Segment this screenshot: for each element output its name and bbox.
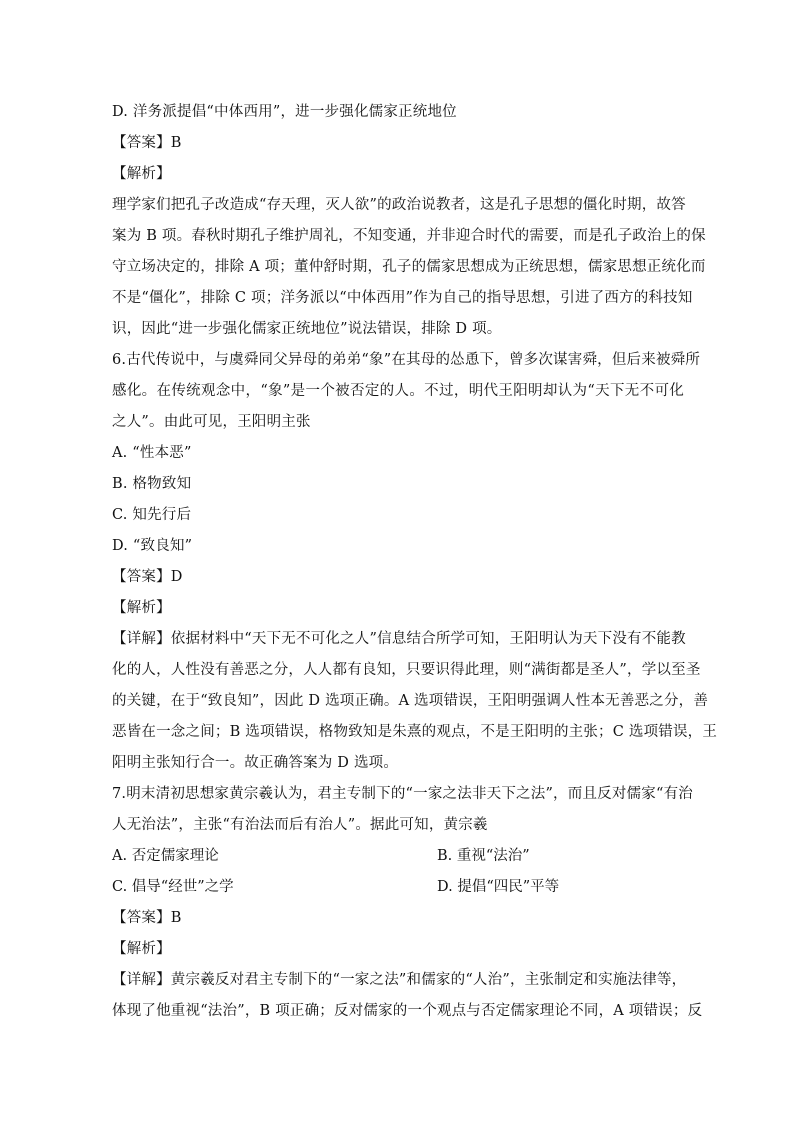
q6-analysis-line: 【详解】依据材料中“天下无不可化之人”信息结合所学可知，王阳明认为天下没有不能教 bbox=[112, 631, 686, 647]
q7-answer: 【答案】B bbox=[112, 910, 182, 926]
q7-option-a: A. 否定儒家理论 bbox=[112, 848, 219, 864]
q7-option-c: C. 倡导“经世”之学 bbox=[112, 879, 234, 895]
q7-stem-line: 人无治法”，主张“有治法而后有治人”。据此可知，黄宗羲 bbox=[112, 817, 488, 833]
q6-analysis-heading: 【解析】 bbox=[112, 600, 171, 616]
q6-stem-line: 感化。在传统观念中，“象”是一个被否定的人。不过，明代王阳明却认为“天下无不可化 bbox=[112, 383, 684, 399]
q5-analysis-line: 案为 B 项。春秋时期孔子维护周礼，不知变通，并非迎合时代的需要，而是孔子政治上的保 bbox=[112, 228, 706, 244]
q5-analysis-line: 识，因此“进一步强化儒家正统地位”说法错误，排除 D 项。 bbox=[112, 321, 502, 337]
q5-analysis-line: 理学家们把孔子改造成“存天理，灭人欲”的政治说教者，这是孔子思想的僵化时期，故答 bbox=[112, 197, 686, 213]
q6-option-c: C. 知先行后 bbox=[112, 507, 192, 523]
q6-analysis-line: 恶皆在一念之间；B 选项错误，格物致知是朱熹的观点，不是王阳明的主张；C 选项错误，王 bbox=[112, 724, 718, 740]
q5-analysis-line: 守立场决定的，排除 A 项；董仲舒时期，孔子的儒家思想成为正统思想，儒家思想正统化而 bbox=[112, 259, 706, 275]
q6-analysis-line: 的关键，在于“致良知”，因此 D 选项正确。A 选项错误，王阳明强调人性本无善恶之分，善 bbox=[112, 693, 709, 709]
q5-option-d: D. 洋务派提倡“中体西用”，进一步强化儒家正统地位 bbox=[112, 104, 457, 120]
q6-option-d: D. “致良知” bbox=[112, 538, 193, 554]
q6-answer: 【答案】D bbox=[112, 569, 183, 585]
q5-analysis-line: 不是“僵化”，排除 C 项；洋务派以“中体西用”作为自己的指导思想，引进了西方的科技知 bbox=[112, 290, 693, 306]
q6-stem-line: 之人”。由此可见，王阳明主张 bbox=[112, 414, 311, 430]
q6-option-a: A. “性本恶” bbox=[112, 445, 192, 461]
q7-analysis-line: 体现了他重视“法治”，B 项正确；反对儒家的一个观点与否定儒家理论不同，A 项错误；反 bbox=[112, 1003, 703, 1019]
q6-analysis-line: 化的人，人性没有善恶之分，人人都有良知，只要识得此理，则“满街都是圣人”，学以至圣 bbox=[112, 662, 701, 678]
q7-option-d: D. 提倡“四民”平等 bbox=[437, 879, 560, 895]
q6-option-b: B. 格物致知 bbox=[112, 476, 192, 492]
q6-analysis-line: 阳明主张知行合一。故正确答案为 D 选项。 bbox=[112, 755, 399, 771]
q6-stem-line: 6.古代传说中，与虞舜同父异母的弟弟“象”在其母的怂恿下，曾多次谋害舜，但后来被舜所 bbox=[112, 352, 701, 368]
q7-analysis-line: 【详解】黄宗羲反对君主专制下的“一家之法”和儒家的“人治”，主张制定和实施法律等， bbox=[112, 972, 687, 988]
q7-analysis-heading: 【解析】 bbox=[112, 941, 171, 957]
q5-answer: 【答案】B bbox=[112, 135, 182, 151]
q5-analysis-heading: 【解析】 bbox=[112, 166, 171, 182]
q7-option-b: B. 重视“法治” bbox=[437, 848, 530, 864]
q7-stem-line: 7.明末清初思想家黄宗羲认为，君主专制下的“一家之法非天下之法”，而且反对儒家“有治 bbox=[112, 786, 693, 802]
